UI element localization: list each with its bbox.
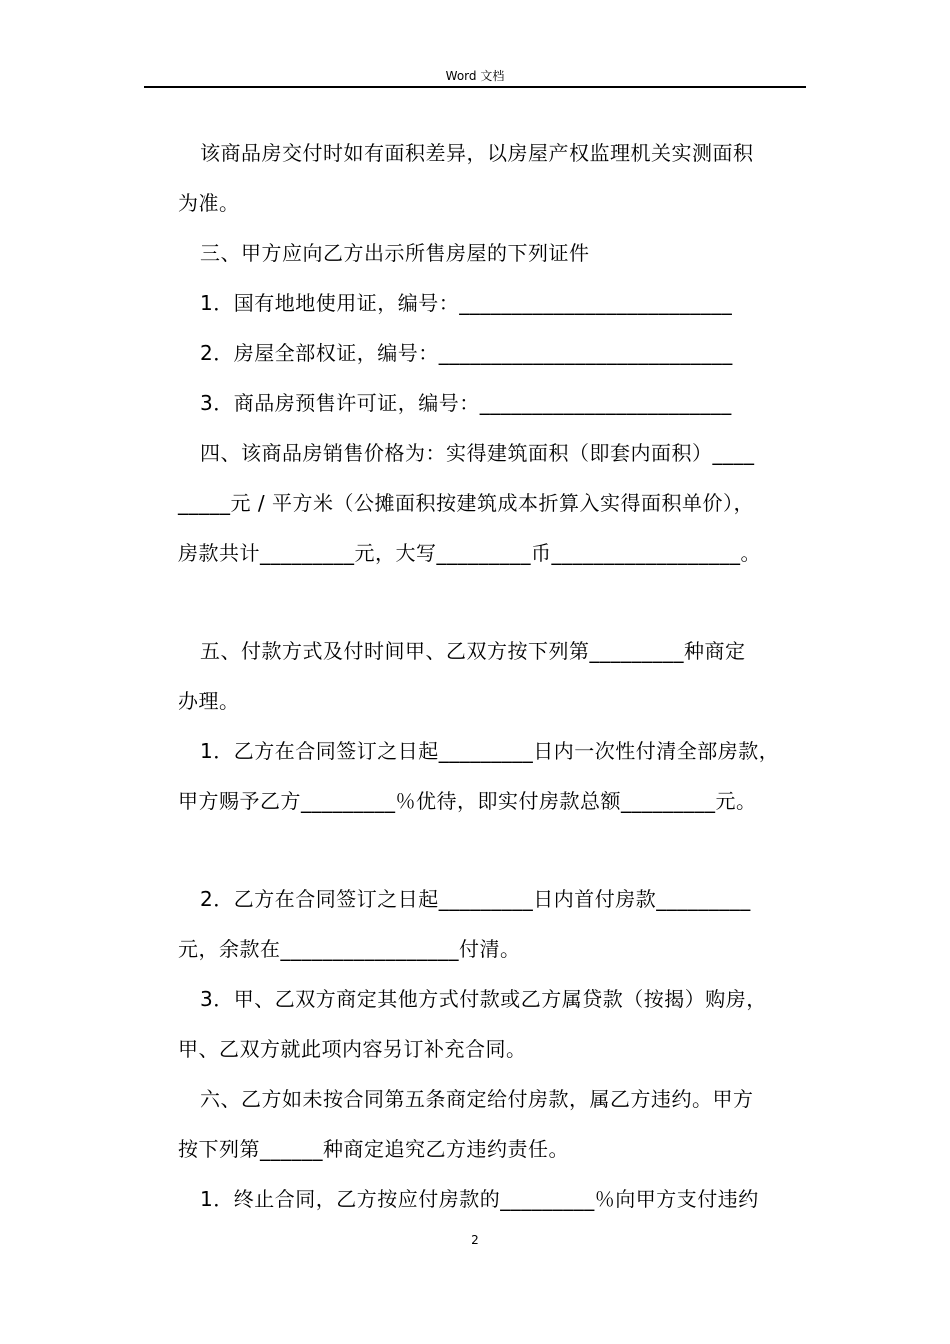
list-item: 2．房屋全部权证，编号：____________________________ — [200, 341, 733, 365]
page-number: 2 — [471, 1233, 479, 1247]
paragraph-line: 按下列第______种商定追究乙方违约责任。 — [178, 1137, 569, 1161]
list-item: 2．乙方在合同签订之日起_________日内首付房款_________ — [200, 887, 751, 911]
section-heading-five: 五、付款方式及付时间甲、乙双方按下列第_________种商定 — [200, 639, 746, 663]
document-body — [178, 128, 808, 1224]
paragraph-line: 房款共计_________元，大写_________币__________________。 — [178, 541, 761, 565]
paragraph-line: 甲、乙双方就此项内容另订补充合同。 — [178, 1037, 527, 1061]
list-item: 3．甲、乙双方商定其他方式付款或乙方属贷款（按揭）购房， — [200, 987, 767, 1011]
list-item: 1．乙方在合同签订之日起_________日内一次性付清全部房款， — [200, 739, 780, 763]
paragraph-line: _____元 / 平方米（公摊面积按建筑成本折算入实得面积单价）， — [178, 491, 754, 515]
paragraph-line: 该商品房交付时如有面积差异，以房屋产权监理机关实测面积 — [200, 141, 754, 165]
section-heading-six: 六、乙方如未按合同第五条商定给付房款，属乙方违约。甲方 — [200, 1087, 754, 1111]
paragraph-line: 办理。 — [178, 689, 240, 713]
list-item: 3．商品房预售许可证，编号：________________________ — [200, 391, 732, 415]
blank-line — [178, 578, 808, 626]
list-item: 1．终止合同，乙方按应付房款的_________％向甲方支付违约 — [200, 1187, 759, 1211]
page-header: Word 文档 — [445, 69, 505, 83]
blank-line — [178, 826, 808, 874]
paragraph-line: 甲方赐予乙方_________％优待，即实付房款总额_________元。 — [178, 789, 757, 813]
section-heading-four: 四、该商品房销售价格为：实得建筑面积（即套内面积）____ — [200, 441, 755, 465]
section-heading-three: 三、甲方应向乙方出示所售房屋的下列证件 — [200, 241, 590, 265]
list-item: 1．国有地地使用证，编号：__________________________ — [200, 291, 733, 315]
paragraph-line: 元，余款在_________________付清。 — [178, 937, 521, 961]
header-rule — [144, 86, 806, 88]
paragraph-line: 为准。 — [178, 191, 240, 215]
